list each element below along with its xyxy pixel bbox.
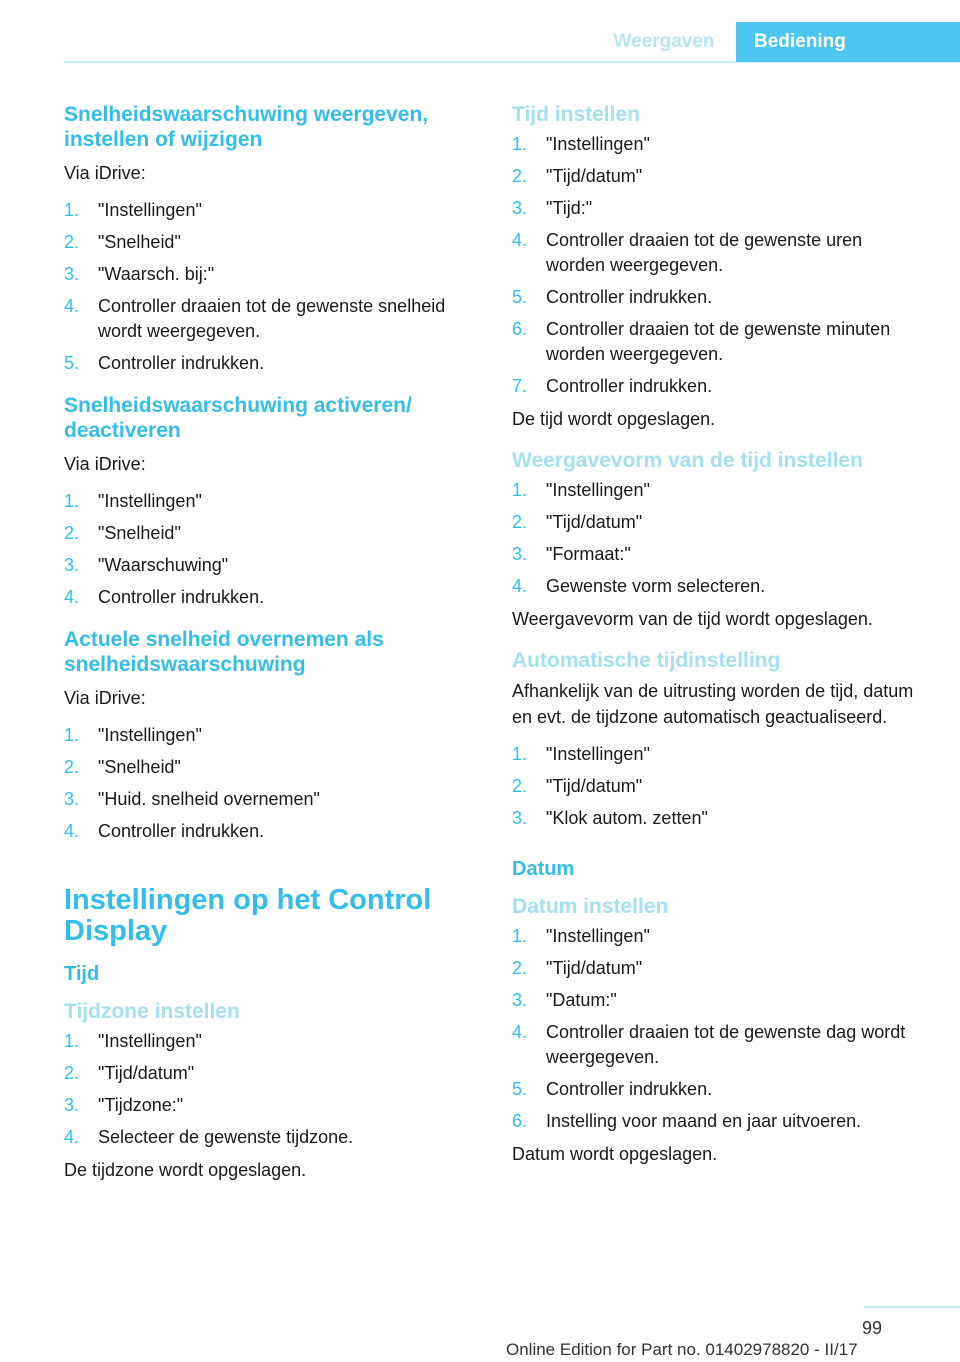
- step-text: "Huid. snelheid overnemen": [98, 789, 320, 809]
- list-item: [512, 542, 922, 567]
- section-title-weergavevorm: Weergavevorm van de tijd instellen: [512, 449, 863, 472]
- step-text: Controller draaien tot de gewenste minuten worden weergegeven.: [546, 319, 891, 364]
- step-number: 3.: [64, 789, 80, 809]
- step-text: "Snelheid": [98, 232, 181, 252]
- list-item: [64, 521, 464, 546]
- step-text: Controller draaien tot de gewenste dag wordt weergegeven.: [546, 1022, 906, 1067]
- step-number: 1.: [64, 725, 80, 745]
- step-number: 1.: [64, 1031, 80, 1051]
- list-item: [64, 819, 464, 844]
- list-item: [512, 924, 922, 949]
- step-number: 4.: [64, 821, 80, 841]
- list-item: [512, 956, 922, 981]
- step-text: Controller indrukken.: [546, 376, 713, 396]
- chapter-title: Instellingen op het Control Display: [64, 884, 432, 947]
- steps-list-activeren: [64, 489, 464, 610]
- step-number: 6.: [512, 319, 528, 339]
- via-idrive-label: Via iDrive:: [64, 163, 146, 183]
- steps-list-overnemen: [64, 723, 464, 844]
- step-number: 5.: [64, 353, 80, 373]
- tab-bediening[interactable]: Bediening: [736, 22, 960, 62]
- step-text: Controller indrukken.: [98, 587, 265, 607]
- step-text: Controller draaien tot de gewenste snelheid wordt weergegeven.: [98, 296, 446, 341]
- step-text: "Instellingen": [98, 200, 202, 220]
- weergavevorm-result-text: Weergavevorm van de tijd wordt opgeslagen.: [512, 609, 873, 629]
- step-number: 4.: [64, 1127, 80, 1147]
- step-number: 1.: [512, 926, 528, 946]
- step-number: 1.: [64, 200, 80, 220]
- list-item: [64, 1093, 464, 1118]
- right-column: [512, 102, 922, 1179]
- list-item: [64, 787, 464, 812]
- step-number: 4.: [512, 576, 528, 596]
- list-item: [512, 988, 922, 1013]
- list-item: [512, 774, 922, 799]
- step-number: 1.: [64, 491, 80, 511]
- list-item: [512, 806, 922, 831]
- list-item: [64, 1029, 464, 1054]
- automatisch-intro-text: Afhankelijk van de uitrusting worden de tijd, datum en evt. de tijdzone automatisch geactualiseerd.: [512, 681, 914, 727]
- section-title-weergeven: Snelheidswaarschuwing weergeven, instellen of wijzigen: [64, 103, 429, 151]
- section-title-overnemen: Actuele snelheid overnemen als snelheidswaarschuwing: [64, 628, 384, 676]
- step-text: "Klok autom. zetten": [546, 808, 708, 828]
- step-text: "Tijd:": [546, 198, 593, 218]
- list-item: [64, 755, 464, 780]
- list-item: [512, 164, 922, 189]
- step-number: 3.: [512, 544, 528, 564]
- list-item: [64, 1061, 464, 1086]
- step-number: 4.: [512, 230, 528, 250]
- tab-weergaven[interactable]: Weergaven: [613, 31, 715, 52]
- step-number: 7.: [512, 376, 528, 396]
- list-item: [64, 1125, 464, 1150]
- step-text: Controller indrukken.: [98, 353, 265, 373]
- list-item: [512, 478, 922, 503]
- step-number: 3.: [64, 1095, 80, 1115]
- list-item: [512, 510, 922, 535]
- list-item: [64, 351, 464, 376]
- step-number: 3.: [512, 990, 528, 1010]
- list-item: [512, 196, 922, 221]
- via-idrive-label: Via iDrive:: [64, 454, 146, 474]
- step-number: 2.: [512, 512, 528, 532]
- tijdzone-result-text: De tijdzone wordt opgeslagen.: [64, 1160, 307, 1180]
- list-item: [512, 285, 922, 310]
- step-number: 2.: [64, 523, 80, 543]
- step-text: "Tijd/datum": [546, 512, 643, 532]
- step-number: 5.: [512, 1079, 528, 1099]
- steps-list-automatisch: [512, 742, 922, 831]
- step-number: 4.: [512, 1022, 528, 1042]
- section-title-automatisch: Automatische tijdinstelling: [512, 649, 781, 672]
- step-text: "Instellingen": [98, 1031, 202, 1051]
- step-text: "Instellingen": [546, 744, 650, 764]
- list-item: [512, 574, 922, 599]
- list-item: [512, 374, 922, 399]
- step-text: Controller indrukken.: [546, 287, 713, 307]
- steps-list-tijdzone: [64, 1029, 464, 1150]
- edition-note: Online Edition for Part no. 01402978820 - II/17: [506, 1340, 858, 1359]
- list-item: [512, 317, 922, 367]
- step-text: "Instellingen": [546, 926, 650, 946]
- list-item: [64, 198, 464, 223]
- step-number: 2.: [512, 776, 528, 796]
- list-item: [64, 262, 464, 287]
- section-title-tijd-instellen: Tijd instellen: [512, 103, 640, 126]
- step-text: Selecteer de gewenste tijdzone.: [98, 1127, 354, 1147]
- step-number: 2.: [64, 757, 80, 777]
- list-item: [512, 742, 922, 767]
- step-number: 3.: [512, 198, 528, 218]
- list-item: [64, 585, 464, 610]
- list-item: [512, 1020, 922, 1070]
- step-text: Controller draaien tot de gewenste uren worden weergegeven.: [546, 230, 863, 275]
- list-item: [64, 294, 464, 344]
- step-number: 6.: [512, 1111, 528, 1131]
- step-number: 2.: [64, 232, 80, 252]
- step-text: "Snelheid": [98, 523, 181, 543]
- list-item: [512, 228, 922, 278]
- subheading-datum: Datum: [512, 858, 575, 880]
- list-item: [512, 1077, 922, 1102]
- step-number: 2.: [512, 166, 528, 186]
- step-number: 2.: [64, 1063, 80, 1083]
- step-text: Controller indrukken.: [98, 821, 265, 841]
- step-number: 1.: [512, 134, 528, 154]
- list-item: [512, 1109, 922, 1134]
- steps-list-tijd: [512, 132, 922, 399]
- step-number: 1.: [512, 480, 528, 500]
- list-item: [64, 489, 464, 514]
- step-number: 4.: [64, 296, 80, 316]
- step-number: 3.: [512, 808, 528, 828]
- tijd-result-text: De tijd wordt opgeslagen.: [512, 409, 716, 429]
- step-number: 3.: [64, 555, 80, 575]
- step-text: "Waarschuwing": [98, 555, 229, 575]
- section-title-activeren: Snelheidswaarschuwing activeren/ deactiveren: [64, 394, 412, 442]
- footer-rule: [864, 1306, 960, 1308]
- step-number: 5.: [512, 287, 528, 307]
- list-item: [64, 230, 464, 255]
- step-text: "Instellingen": [546, 480, 650, 500]
- step-text: Instelling voor maand en jaar uitvoeren.: [546, 1111, 862, 1131]
- step-text: "Tijd/datum": [546, 958, 643, 978]
- step-text: "Waarsch. bij:": [98, 264, 215, 284]
- step-text: "Formaat:": [546, 544, 631, 564]
- step-number: 1.: [512, 744, 528, 764]
- step-text: "Snelheid": [98, 757, 181, 777]
- step-text: "Instellingen": [546, 134, 650, 154]
- steps-list-weergavevorm: [512, 478, 922, 599]
- step-text: "Instellingen": [98, 491, 202, 511]
- datum-result-text: Datum wordt opgeslagen.: [512, 1144, 718, 1164]
- list-item: [64, 553, 464, 578]
- step-text: "Datum:": [546, 990, 617, 1010]
- steps-list-datum: [512, 924, 922, 1134]
- section-title-datum-instellen: Datum instellen: [512, 895, 669, 918]
- list-item: [512, 132, 922, 157]
- step-number: 3.: [64, 264, 80, 284]
- left-column: [64, 102, 464, 1195]
- step-number: 4.: [64, 587, 80, 607]
- step-text: Controller indrukken.: [546, 1079, 713, 1099]
- page-number: 99: [862, 1318, 883, 1338]
- step-text: "Tijdzone:": [98, 1095, 184, 1115]
- step-text: "Tijd/datum": [98, 1063, 195, 1083]
- step-text: "Tijd/datum": [546, 166, 643, 186]
- steps-list-weergeven: [64, 198, 464, 376]
- step-text: Gewenste vorm selecteren.: [546, 576, 766, 596]
- section-title-tijdzone: Tijdzone instellen: [64, 1000, 240, 1023]
- step-text: "Tijd/datum": [546, 776, 643, 796]
- subheading-tijd: Tijd: [64, 963, 100, 985]
- step-number: 2.: [512, 958, 528, 978]
- list-item: [64, 723, 464, 748]
- via-idrive-label: Via iDrive:: [64, 688, 146, 708]
- step-text: "Instellingen": [98, 725, 202, 745]
